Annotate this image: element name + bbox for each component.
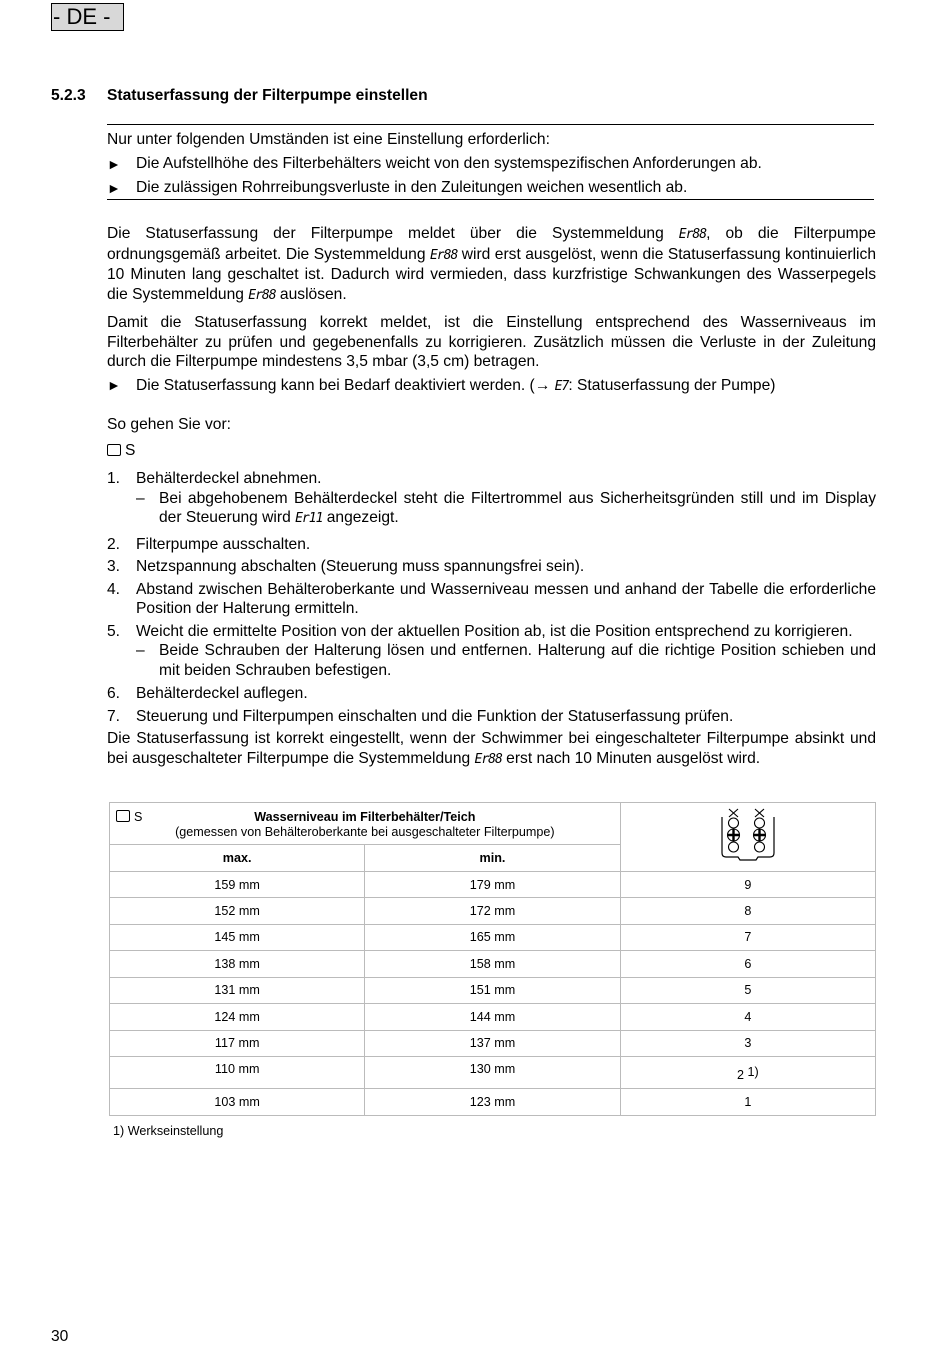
cell-position: 1 [620,1089,875,1116]
position-table [109,802,876,1116]
list-subitem: – Beide Schrauben der Halterung lösen und entfernen. Halterung auf die richtige Position schieben und mit beiden Schrauben befestigen. [136,642,876,679]
section-heading [51,87,428,105]
cell-min: 158 mm [365,951,620,978]
paragraph-status-report: Die Statuserfassung der Filterpumpe meldet über die Systemmeldung Er88, ob die Filterpumpe ordnungsgemäß arbeitet. Die Systemmeldung Er88 wird erst ausgelöst, wenn die Statuserfassung kontinuierlich 10 Minuten lang geschaltet ist. Dadurch wird vermieden, dass kurzfristige Schwankungen des Wasserpegels die Systemmeldung Er88 auslösen. [107,225,876,303]
list-item: 4. Abstand zwischen Behälteroberkante und Wasserniveau messen und anhand der Tabelle die erforderliche Position der Halterung ermitteln. [107,580,876,617]
section-title: Statuserfassung der Filterpumpe einstellen [107,87,428,104]
table-tool-hint: S [116,810,142,824]
cell-min: 130 mm [365,1057,620,1089]
result-paragraph: Die Statuserfassung ist korrekt eingestellt, wenn der Schwimmer bei eingeschalteter Filterpumpe absinkt und bei ausgeschalteter Filterpumpe die Systemmeldung Er88 erst nach 10 Minuten ausgelöst wird. [107,730,876,767]
cell-min: 123 mm [365,1089,620,1116]
list-item: 1. Behälterdeckel abnehmen. [107,470,322,487]
cell-max: 159 mm [110,872,365,898]
notice-item [107,152,874,176]
code-er88: Er88 [429,247,458,263]
code-er88: Er88 [678,227,707,242]
cell-max: 145 mm [110,924,365,951]
list-item: 7. Steuerung und Filterpumpen einschalten und die Funktion der Statuserfassung prüfen. [107,707,734,725]
table-row [110,977,876,1004]
table-row [110,1057,876,1089]
notice-box [107,124,874,200]
list-item: 3. Netzspannung abschalten (Steuerung muss spannungsfrei sein). [107,558,585,575]
table-row [110,924,876,951]
cell-position: 8 [620,898,875,925]
language-tab: - DE - [51,3,124,31]
code-er88: Er88 [474,751,502,767]
cell-min: 144 mm [365,1004,620,1031]
cell-min: 165 mm [365,924,620,951]
cell-max: 110 mm [110,1057,365,1089]
list-item: 6. Behälterdeckel auflegen. [107,685,308,702]
cell-max: 124 mm [110,1004,365,1031]
cell-position: 7 [620,924,875,951]
notice-item [107,176,874,200]
body-text [107,224,876,769]
cell-max: 138 mm [110,951,365,978]
page-number: 30 [51,1328,69,1345]
arrow-bullet-icon: ► [107,180,121,196]
table-row [110,1004,876,1031]
cell-position: 6 [620,951,875,978]
arrow-bullet-icon: ► [107,376,121,393]
cell-max: 103 mm [110,1089,365,1116]
table-title: Wasserniveau im Filterbehälter/Teich [254,810,476,824]
list-item: 2. Filterpumpe ausschalten. [107,535,311,553]
bracket-diagram-cell [620,803,875,872]
arrow-bullet-icon: ► [107,156,121,172]
table-row [110,1089,876,1116]
cell-position: 4 [620,1004,875,1031]
table-subtitle: (gemessen von Behälteroberkante bei ausgeschalteter Filterpumpe) [175,825,555,839]
cell-min: 137 mm [365,1030,620,1057]
code-er11: Er11 [295,511,323,526]
cell-min: 172 mm [365,898,620,925]
cell-position: 9 [620,872,875,898]
cell-max: 117 mm [110,1030,365,1057]
notice-intro: Nur unter folgenden Umständen ist eine Einstellung erforderlich: [107,131,550,148]
table-row [110,951,876,978]
cell-max: 131 mm [110,977,365,1004]
column-header-min: min. [365,845,620,872]
paragraph-adjustment: Damit die Statuserfassung korrekt meldet, ist die Einstellung entsprechend des Wasserniveaus im Filterbehälter zu prüfen und gegebenenfalls zu korrigieren. Zusätzlich müssen die Verluste in der Zuleitung durch die Filterpumpe mindestens 3,5 mbar (3,5 cm) betragen. [107,314,876,370]
table-row [110,1030,876,1057]
column-header-max: max. [110,845,365,872]
bracket-holder-icon [718,807,778,865]
steps-list [107,469,876,726]
tool-box-icon [116,810,130,822]
cell-min: 151 mm [365,977,620,1004]
cell-min: 179 mm [365,872,620,898]
footnote-marker: 1) [747,1064,759,1079]
tool-hint: S [107,441,876,461]
deactivate-note: ► Die Statuserfassung kann bei Bedarf deaktiviert werden. (→ E7: Statuserfassung der Pumpe) [107,376,776,394]
code-er88: Er88 [248,287,276,303]
cell-max: 152 mm [110,898,365,925]
table-row [110,872,876,898]
tool-box-icon [107,444,121,456]
list-item: 5. Weicht die ermittelte Position von der aktuellen Position ab, ist die Position entsprechend zu korrigieren. [107,622,853,640]
list-subitem: – Bei abgehobenem Behälterdeckel steht die Filtertrommel aus Sicherheitsgründen still und im Display der Steuerung wird Er11 angezeigt. [136,489,876,526]
code-e7: E7 [554,378,569,394]
notice-item-text: Die zulässigen Rohrreibungsverluste in den Zuleitungen weichen wesentlich ab. [136,179,688,196]
cell-position: 2 1) [620,1057,875,1089]
cell-position: 3 [620,1030,875,1057]
cell-position: 5 [620,977,875,1004]
table-row [110,898,876,925]
howto-heading: So gehen Sie vor: [107,416,231,433]
table-header-cell [110,803,621,845]
footnote: 1) Werkseinstellung [113,1124,224,1138]
section-number: 5.2.3 [51,87,86,104]
notice-item-text: Die Aufstellhöhe des Filterbehälters weicht von den systemspezifischen Anforderungen ab. [136,155,762,172]
